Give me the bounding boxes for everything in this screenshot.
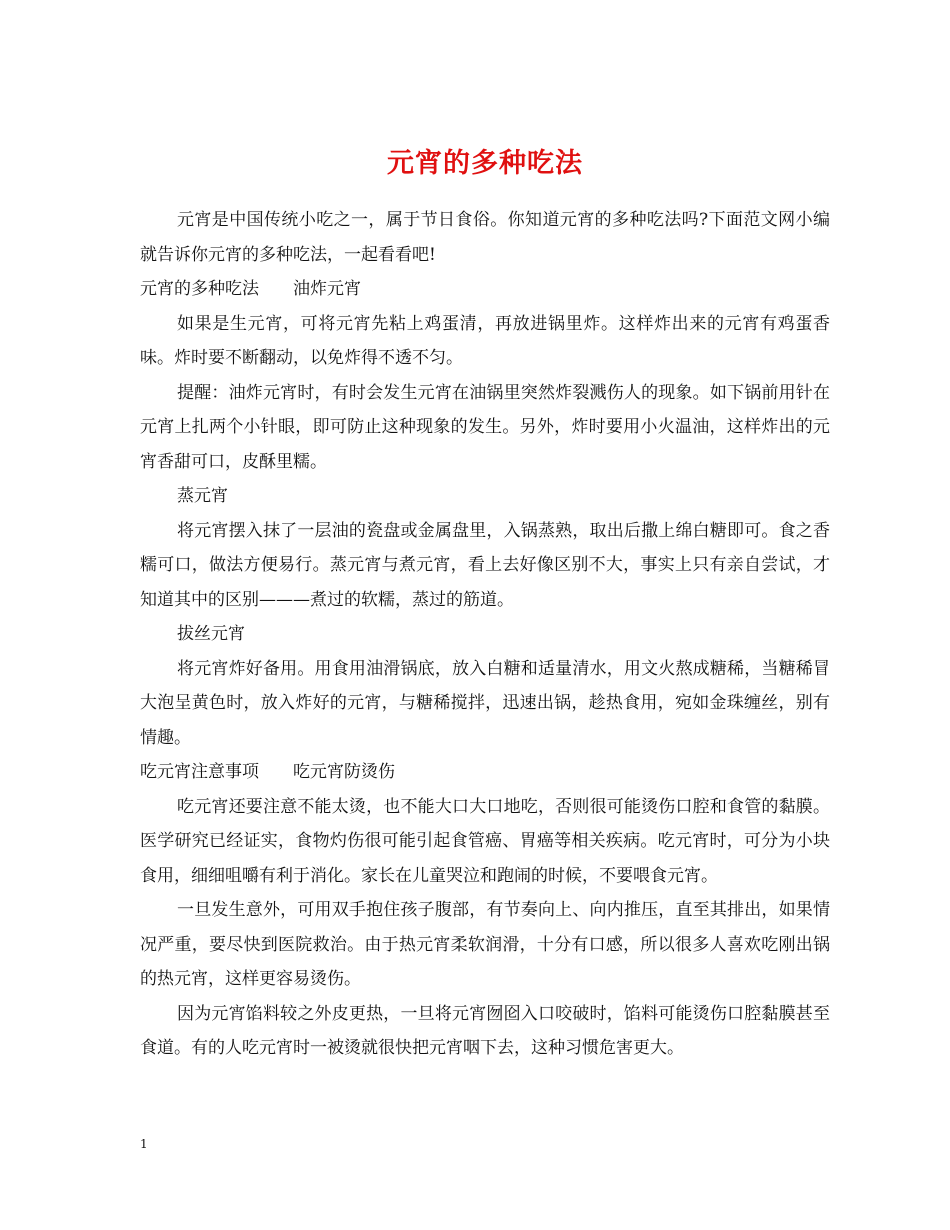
page-number: 1 (140, 1137, 148, 1151)
paragraph-burn-risk: 吃元宵还要注意不能太烫，也不能大口大口地吃，否则很可能烫伤口腔和食管的黏膜。医学研究已经证实，食物灼伤很可能引起食管癌、胃癌等相关疾病。吃元宵时，可分为小块食用，细细咀嚼有利于消化。家长在儿童哭泣和跑闹的时候，不要喂食元宵。 (140, 796, 830, 886)
page-title: 元宵的多种吃法 (387, 148, 583, 180)
paragraph-emergency: 一旦发生意外，可用双手抱住孩子腹部，有节奏向上、向内推压，直至其排出，如果情况严重，要尽快到医院救治。由于热元宵柔软润滑，十分有口感，所以很多人喜欢吃刚出锅的热元宵，这样更容易烫伤。 (140, 900, 830, 989)
paragraph-fried-method: 如果是生元宵，可将元宵先粘上鸡蛋清，再放进锅里炸。这样炸出来的元宵有鸡蛋香味。炸时要不断翻动，以免炸得不透不匀。 (140, 313, 830, 368)
subheading-steamed: 蒸元宵 (177, 486, 228, 506)
paragraph-candied: 将元宵炸好备用。用食用油滑锅底，放入白糖和适量清水，用文火熬成糖稀，当糖稀冒大泡呈黄色时，放入炸好的元宵，与糖稀搅拌，迅速出锅，趁热食用，宛如金珠缠丝，别有情趣。 (140, 658, 830, 748)
paragraph-filling-heat: 因为元宵馅料较之外皮更热，一旦将元宵囫囵入口咬破时，馅料可能烫伤口腔黏膜甚至食道。有的人吃元宵时一被烫就很快把元宵咽下去，这种习惯危害更大。 (140, 1003, 830, 1058)
section-heading-cautions: 吃元宵注意事项 吃元宵防烫伤 (140, 762, 395, 782)
document-body (140, 203, 830, 1066)
subheading-candied: 拔丝元宵 (177, 624, 245, 644)
paragraph-intro: 元宵是中国传统小吃之一，属于节日食俗。你知道元宵的多种吃法吗?下面范文网小编就告诉你元宵的多种吃法，一起看看吧! (140, 210, 830, 265)
paragraph-fried-tip: 提醒：油炸元宵时，有时会发生元宵在油锅里突然炸裂溅伤人的现象。如下锅前用针在元宵上扎两个小针眼，即可防止这种现象的发生。另外，炸时要用小火温油，这样炸出的元宵香甜可口，皮酥里糯。 (140, 382, 830, 472)
paragraph-steamed: 将元宵摆入抹了一层油的瓷盘或金属盘里，入锅蒸熟，取出后撒上绵白糖即可。食之香糯可口，做法方便易行。蒸元宵与煮元宵，看上去好像区别不大，事实上只有亲自尝试，才知道其中的区别———煮过的软糯，蒸过的筋道。 (140, 520, 830, 610)
document-page (140, 0, 830, 1230)
section-heading-ways: 元宵的多种吃法 油炸元宵 (140, 279, 361, 299)
